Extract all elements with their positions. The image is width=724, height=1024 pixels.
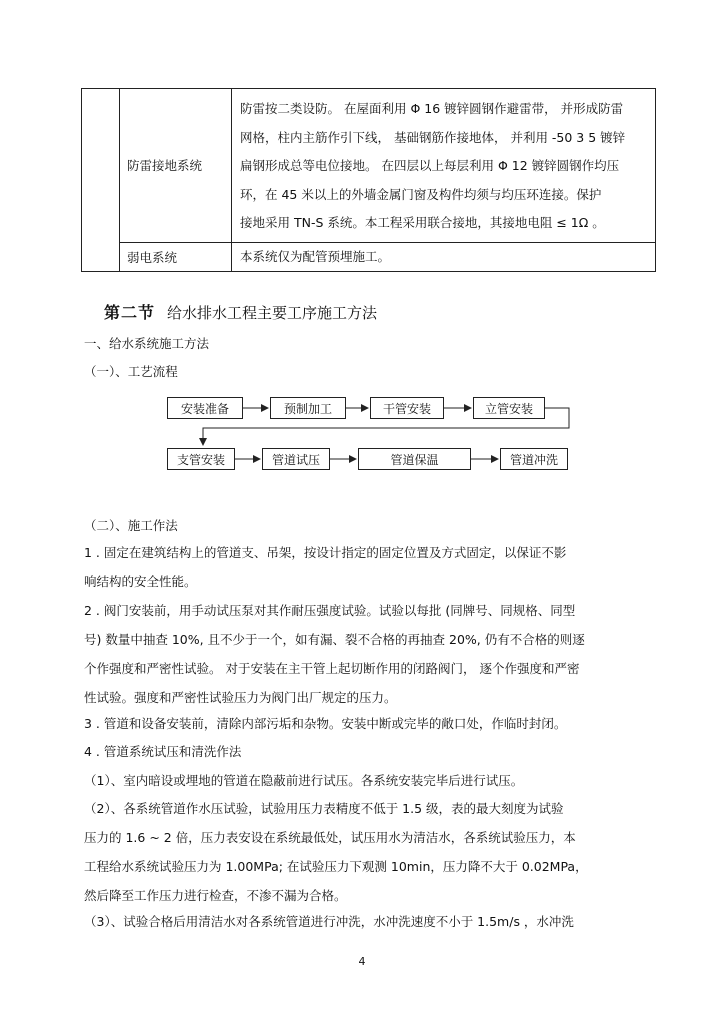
section-number: 第二节	[104, 303, 156, 322]
flow-step-insulation: 管道保温	[358, 448, 471, 470]
paragraph	[84, 709, 664, 738]
paragraph-line: 压力的 1.6 ~ 2 倍，压力表安设在系统最低处，试压用水为清洁水，各系统试验压力，本	[84, 830, 576, 845]
paragraph	[84, 538, 664, 596]
flow-step-flushing: 管道冲洗	[500, 448, 568, 470]
paragraph-line: 2 . 阀门安装前，用手动试压泵对其作耐压强度试验。试验以每批 (同牌号、同规格、同型	[84, 603, 576, 618]
subheading-process-flow: （一）、工艺流程	[84, 364, 178, 379]
paragraph	[84, 794, 664, 910]
paragraph-line: 响结构的安全性能。	[84, 574, 197, 589]
paragraph-line: （3）、试验合格后用清洁水对各系统管道进行冲洗，水冲洗速度不小于 1.5m/s ，水冲洗	[84, 914, 574, 929]
table-row-content	[232, 89, 656, 243]
paragraph	[84, 596, 664, 712]
table-text-line: 扁钢形成总等电位接地。 在四层以上每层利用 Φ 12 镀锌圆钢作均压	[240, 158, 620, 173]
page-number: 4	[358, 955, 366, 968]
table-text-line: 网格，柱内主筋作引下线， 基础钢筋作接地体， 并利用 -50 3 5 镀锌	[240, 129, 626, 145]
flow-step-pressure-test: 管道试压	[262, 448, 330, 470]
paragraph-line: （1）、室内暗设或埋地的管道在隐蔽前进行试压。各系统安装完毕后进行试压。	[84, 773, 524, 788]
table-row-label: 弱电系统	[120, 242, 232, 271]
table-row-content	[232, 242, 656, 271]
table-row	[82, 89, 656, 243]
flow-step-riser: 立管安装	[473, 397, 545, 419]
paragraph	[84, 737, 664, 766]
paragraph-line: 3 . 管道和设备安装前，清除内部污垢和杂物。安装中断或完毕的敞口处，作临时封闭。	[84, 716, 567, 731]
table-empty-cell	[82, 89, 120, 272]
subheading-construction: （二）、施工作法	[84, 518, 178, 533]
table-text-line: 接地采用 TN-S 系统。本工程采用联合接地，其接地电阻 ≤ 1Ω 。	[240, 215, 605, 230]
flow-step-prefabrication: 预制加工	[270, 397, 346, 419]
paragraph-line: 号) 数量中抽查 10%, 且不少于一个，如有漏、裂不合格的再抽查 20%, 仍有不合格的则逐	[84, 632, 585, 647]
section-heading	[104, 300, 377, 323]
table-row	[82, 242, 656, 271]
flow-step-branch: 支管安装	[167, 448, 235, 470]
spec-table	[81, 88, 656, 272]
flow-step-main-pipe: 干管安装	[370, 397, 444, 419]
paragraph	[84, 766, 664, 795]
paragraph-line: 性试验。强度和严密性试验压力为阀门出厂规定的压力。	[84, 690, 397, 705]
table-row-label: 防雷接地系统	[120, 89, 232, 243]
heading-water-supply: 一、给水系统施工方法	[84, 336, 210, 351]
table-text-line: 防雷按二类设防。 在屋面利用 Φ 16 镀锌圆钢作避雷带， 并形成防雷	[240, 101, 624, 116]
paragraph-line: 工程给水系统试验压力为 1.00MPa; 在试验压力下观测 10min，压力降不大于 0.02MPa，	[84, 859, 588, 874]
flow-step-install-prep: 安装准备	[167, 397, 243, 419]
table-text-line: 本系统仅为配管预埋施工。	[240, 248, 391, 264]
section-title: 给水排水工程主要工序施工方法	[167, 304, 378, 322]
paragraph-line: （2）、各系统管道作水压试验，试验用压力表精度不低于 1.5 级，表的最大刻度为试验	[84, 801, 564, 816]
paragraph-line: 4 . 管道系统试压和清洗作法	[84, 744, 242, 759]
paragraph	[84, 907, 664, 936]
table-text-line: 环，在 45 米以上的外墙金属门窗及构件均须与均压环连接。保护	[240, 186, 602, 202]
paragraph-line: 个作强度和严密性试验。 对于安装在主干管上起切断作用的闭路阀门， 逐个作强度和严密	[84, 661, 580, 676]
paragraph-line: 1 . 固定在建筑结构上的管道支、吊架，按设计指定的固定位置及方式固定，以保证不影	[84, 545, 567, 560]
paragraph-line: 然后降至工作压力进行检查，不渗不漏为合格。	[84, 888, 347, 903]
